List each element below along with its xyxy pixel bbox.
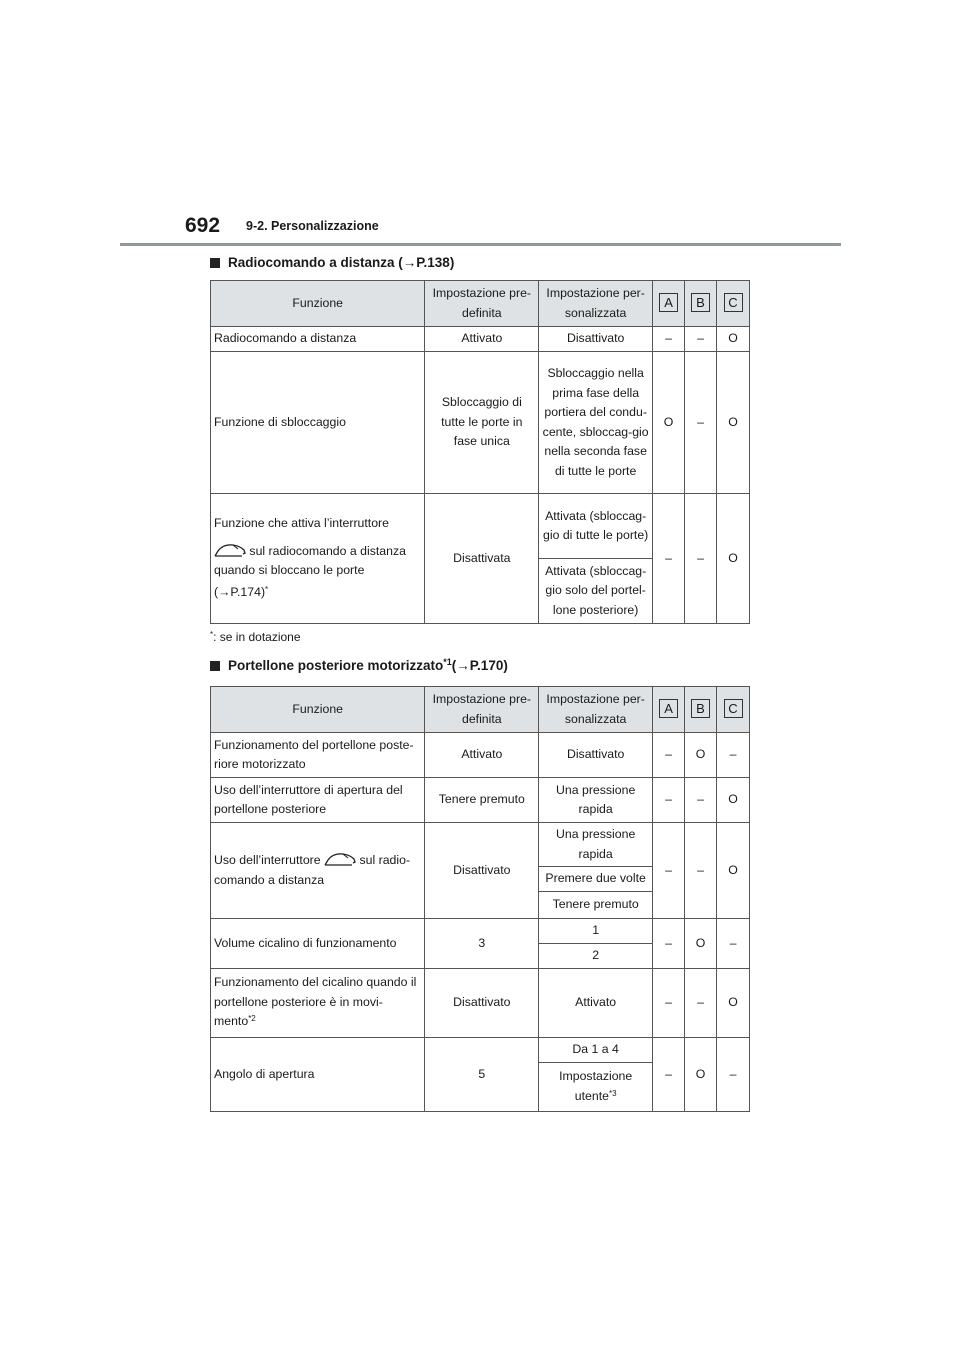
cell-c: O bbox=[717, 494, 750, 624]
cell-custom: Una pressione rapida bbox=[539, 778, 653, 823]
heading-text: Portellone posteriore motorizzato bbox=[228, 658, 444, 673]
function-text: sul radio-comando a distanza bbox=[214, 853, 411, 887]
cell-b: – bbox=[685, 823, 717, 919]
table-radiocomando bbox=[210, 280, 750, 624]
function-text: sul radiocomando a distanza quando si bloccano le porte bbox=[214, 543, 406, 577]
table-row bbox=[211, 823, 750, 867]
table-header-row bbox=[211, 687, 750, 733]
cell-a: – bbox=[653, 778, 685, 823]
bullet-square-icon bbox=[210, 661, 220, 671]
table-row bbox=[211, 352, 750, 494]
badge-b: B bbox=[691, 293, 710, 312]
cell-b: O bbox=[685, 733, 717, 778]
table-row bbox=[211, 327, 750, 352]
col-header-a bbox=[653, 281, 685, 327]
bullet-square-icon bbox=[210, 258, 220, 268]
heading-text: Radiocomando a distanza (→P.138) bbox=[228, 255, 455, 270]
function-line: Funzione che attiva l’interruttore bbox=[214, 516, 389, 530]
col-header-c bbox=[717, 281, 750, 327]
cell-custom: 1 bbox=[539, 919, 653, 944]
cell-c: O bbox=[717, 327, 750, 352]
col-header-custom: Impostazione per-sonalizzata bbox=[539, 687, 653, 733]
cell-function: Volume cicalino di funzionamento bbox=[211, 919, 425, 969]
cell-function bbox=[211, 823, 425, 919]
cell-function: Funzionamento del portellone poste-riore motorizzato bbox=[211, 733, 425, 778]
col-header-b bbox=[685, 281, 717, 327]
footnote-marker: *3 bbox=[608, 1088, 617, 1098]
heading-portellone bbox=[210, 658, 508, 673]
cell-default: Disattivato bbox=[425, 969, 539, 1038]
cell-function: Funzione di sbloccaggio bbox=[211, 352, 425, 494]
function-ref bbox=[214, 583, 421, 604]
table-row bbox=[211, 778, 750, 823]
cell-default: 3 bbox=[425, 919, 539, 969]
cell-c: O bbox=[717, 969, 750, 1038]
cell-b: – bbox=[685, 969, 717, 1038]
table-row bbox=[211, 733, 750, 778]
cell-default: Attivato bbox=[425, 327, 539, 352]
badge-a: A bbox=[659, 293, 678, 312]
col-header-function: Funzione bbox=[211, 281, 425, 327]
cell-a: – bbox=[653, 823, 685, 919]
cell-default: 5 bbox=[425, 1038, 539, 1112]
table-portellone bbox=[210, 686, 750, 1112]
car-key-icon bbox=[214, 542, 246, 558]
cell-function bbox=[211, 969, 425, 1038]
badge-c: C bbox=[724, 293, 743, 312]
cell-b: – bbox=[685, 778, 717, 823]
section-title: 9-2. Personalizzazione bbox=[246, 219, 379, 233]
cell-custom: Premere due volte bbox=[539, 867, 653, 892]
table-row bbox=[211, 969, 750, 1038]
footnote bbox=[210, 630, 301, 644]
cell-a: O bbox=[653, 352, 685, 494]
cell-custom: Tenere premuto bbox=[539, 892, 653, 919]
cell-b: – bbox=[685, 494, 717, 624]
cell-custom: Attivata (sbloccag-gio di tutte le porte) bbox=[539, 494, 653, 559]
heading-ref: (→P.170) bbox=[451, 658, 508, 673]
header-rule bbox=[120, 243, 841, 246]
cell-custom: 2 bbox=[539, 944, 653, 969]
cell-custom: Attivata (sbloccag-gio solo del portel-lone posteriore) bbox=[539, 559, 653, 624]
cell-function: Uso dell’interruttore di apertura del portellone posteriore bbox=[211, 778, 425, 823]
col-header-custom: Impostazione per-sonalizzata bbox=[539, 281, 653, 327]
cell-a: – bbox=[653, 494, 685, 624]
col-header-default: Impostazione pre-definita bbox=[425, 281, 539, 327]
cell-custom: Da 1 a 4 bbox=[539, 1038, 653, 1063]
cell-custom bbox=[539, 1063, 653, 1112]
col-header-function: Funzione bbox=[211, 687, 425, 733]
badge-b: B bbox=[691, 699, 710, 718]
cell-custom: Attivato bbox=[539, 969, 653, 1038]
cell-a: – bbox=[653, 327, 685, 352]
cell-c: O bbox=[717, 823, 750, 919]
table-row bbox=[211, 1038, 750, 1063]
cell-default: Sbloccaggio di tutte le porte in fase unica bbox=[425, 352, 539, 494]
heading-footnote: *1 bbox=[443, 656, 452, 667]
table-row bbox=[211, 919, 750, 944]
cell-a: – bbox=[653, 969, 685, 1038]
function-text: Funzionamento del cicalino quando il portellone posteriore è in movi-mento bbox=[214, 975, 417, 1029]
cell-custom: Sbloccaggio nella prima fase della portiera del condu-cente, sbloccag-gio nella seconda fase di tutte le porte bbox=[539, 352, 653, 494]
badge-a: A bbox=[659, 699, 678, 718]
cell-c: O bbox=[717, 352, 750, 494]
footnote-marker: * bbox=[265, 584, 269, 594]
cell-c: – bbox=[717, 1038, 750, 1112]
cell-b: – bbox=[685, 352, 717, 494]
col-header-a bbox=[653, 687, 685, 733]
heading-radiocomando bbox=[210, 255, 454, 270]
cell-default: Tenere premuto bbox=[425, 778, 539, 823]
cell-b: O bbox=[685, 919, 717, 969]
cell-custom: Disattivato bbox=[539, 327, 653, 352]
cell-a: – bbox=[653, 919, 685, 969]
cell-c: O bbox=[717, 778, 750, 823]
table-header-row bbox=[211, 281, 750, 327]
cell-function bbox=[211, 494, 425, 624]
col-header-default: Impostazione pre-definita bbox=[425, 687, 539, 733]
cell-function: Radiocomando a distanza bbox=[211, 327, 425, 352]
cell-default: Disattivata bbox=[425, 494, 539, 624]
cell-a: – bbox=[653, 733, 685, 778]
ref-text: (→P.174) bbox=[214, 584, 266, 599]
footnote-mark: * bbox=[210, 630, 214, 639]
cell-custom: Disattivato bbox=[539, 733, 653, 778]
cell-b: O bbox=[685, 1038, 717, 1112]
cell-a: – bbox=[653, 1038, 685, 1112]
function-text: Uso dell’interruttore bbox=[214, 853, 325, 867]
cell-function: Angolo di apertura bbox=[211, 1038, 425, 1112]
cell-c: – bbox=[717, 919, 750, 969]
table-row bbox=[211, 494, 750, 559]
function-line bbox=[214, 542, 421, 581]
col-header-c bbox=[717, 687, 750, 733]
footnote-text: : se in dotazione bbox=[213, 630, 301, 644]
cell-default: Attivato bbox=[425, 733, 539, 778]
car-key-icon bbox=[324, 851, 356, 867]
badge-c: C bbox=[724, 699, 743, 718]
custom-text: Impostazione utente bbox=[559, 1069, 633, 1103]
page-number: 692 bbox=[185, 214, 221, 237]
cell-b: – bbox=[685, 327, 717, 352]
cell-default: Disattivato bbox=[425, 823, 539, 919]
cell-custom: Una pressione rapida bbox=[539, 823, 653, 867]
col-header-b bbox=[685, 687, 717, 733]
cell-c: – bbox=[717, 733, 750, 778]
footnote-marker: *2 bbox=[248, 1014, 256, 1024]
